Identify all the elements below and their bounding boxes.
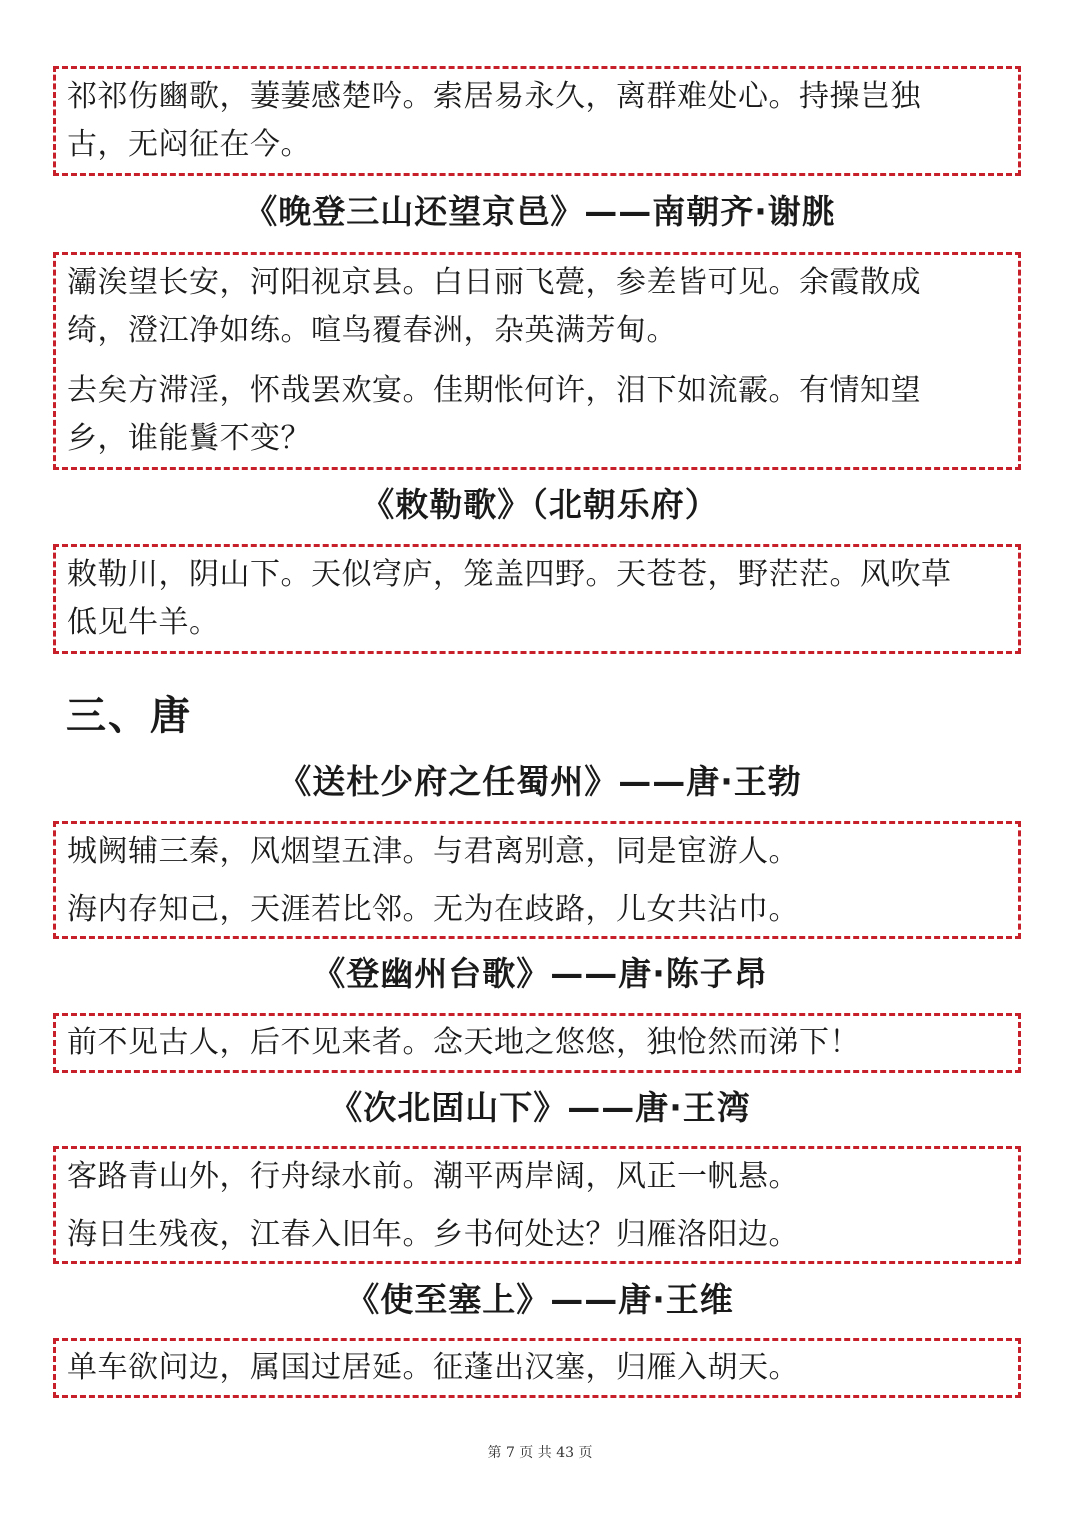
poem-text-box [53,821,1021,939]
poem-text-box [53,66,1021,176]
poem-line: 绮，澄江净如练。喧鸟覆春洲，杂英满芳甸。 [67,313,677,348]
poem-text-box [53,1338,1021,1398]
poem-line: 城阙辅三秦，风烟望五津。与君离别意，同是宦游人。 [67,834,799,869]
poem-title: 《次北固山下》——唐·王湾 [329,1088,751,1127]
poem-line: 去矣方滞淫，怀哉罢欢宴。佳期怅何许，泪下如流霰。有情知望 [67,373,921,408]
poem-title: 《敕勒歌》（北朝乐府） [361,485,719,524]
poem-text-box [53,1013,1021,1073]
poem-line: 海内存知己，天涯若比邻。无为在歧路，儿女共沾巾。 [67,892,799,927]
poem-line: 客路青山外，行舟绿水前。潮平两岸阔，风正一帆悬。 [67,1159,799,1194]
poem-line: 古，无闷征在今。 [67,127,311,162]
poem-title: 《晚登三山还望京邑》——南朝齐·谢朓 [244,192,836,231]
poem-line: 敕勒川，阴山下。天似穹庐，笼盖四野。天苍苍，野茫茫。风吹草 [67,557,952,592]
page-number: 第 7 页 共 43 页 [487,1445,593,1461]
poem-line: 低见牛羊。 [67,605,220,640]
poem-line: 乡，谁能鬒不变？ [67,421,311,456]
poem-line: 灞涘望长安，河阳视京县。白日丽飞甍，参差皆可见。余霞散成 [67,265,921,300]
section-heading: 三、唐 [66,693,192,739]
poem-line: 海日生残夜，江春入旧年。乡书何处达？归雁洛阳边。 [67,1217,799,1252]
poem-text-box [53,252,1021,470]
poem-title: 《使至塞上》——唐·王维 [346,1280,734,1319]
poem-line: 祁祁伤豳歌，萋萋感楚吟。索居易永久，离群难处心。持操岂独 [67,79,921,114]
poem-title: 《登幽州台歌》——唐·陈子昂 [312,954,768,993]
poem-line: 前不见古人，后不见来者。念天地之悠悠，独怆然而涕下！ [67,1025,860,1060]
poem-line: 单车欲问边，属国过居延。征蓬出汉塞，归雁入胡天。 [67,1350,799,1385]
poem-text-box [53,544,1021,654]
poem-text-box [53,1146,1021,1264]
poem-title: 《送杜少府之任蜀州》——唐·王勃 [278,762,802,801]
